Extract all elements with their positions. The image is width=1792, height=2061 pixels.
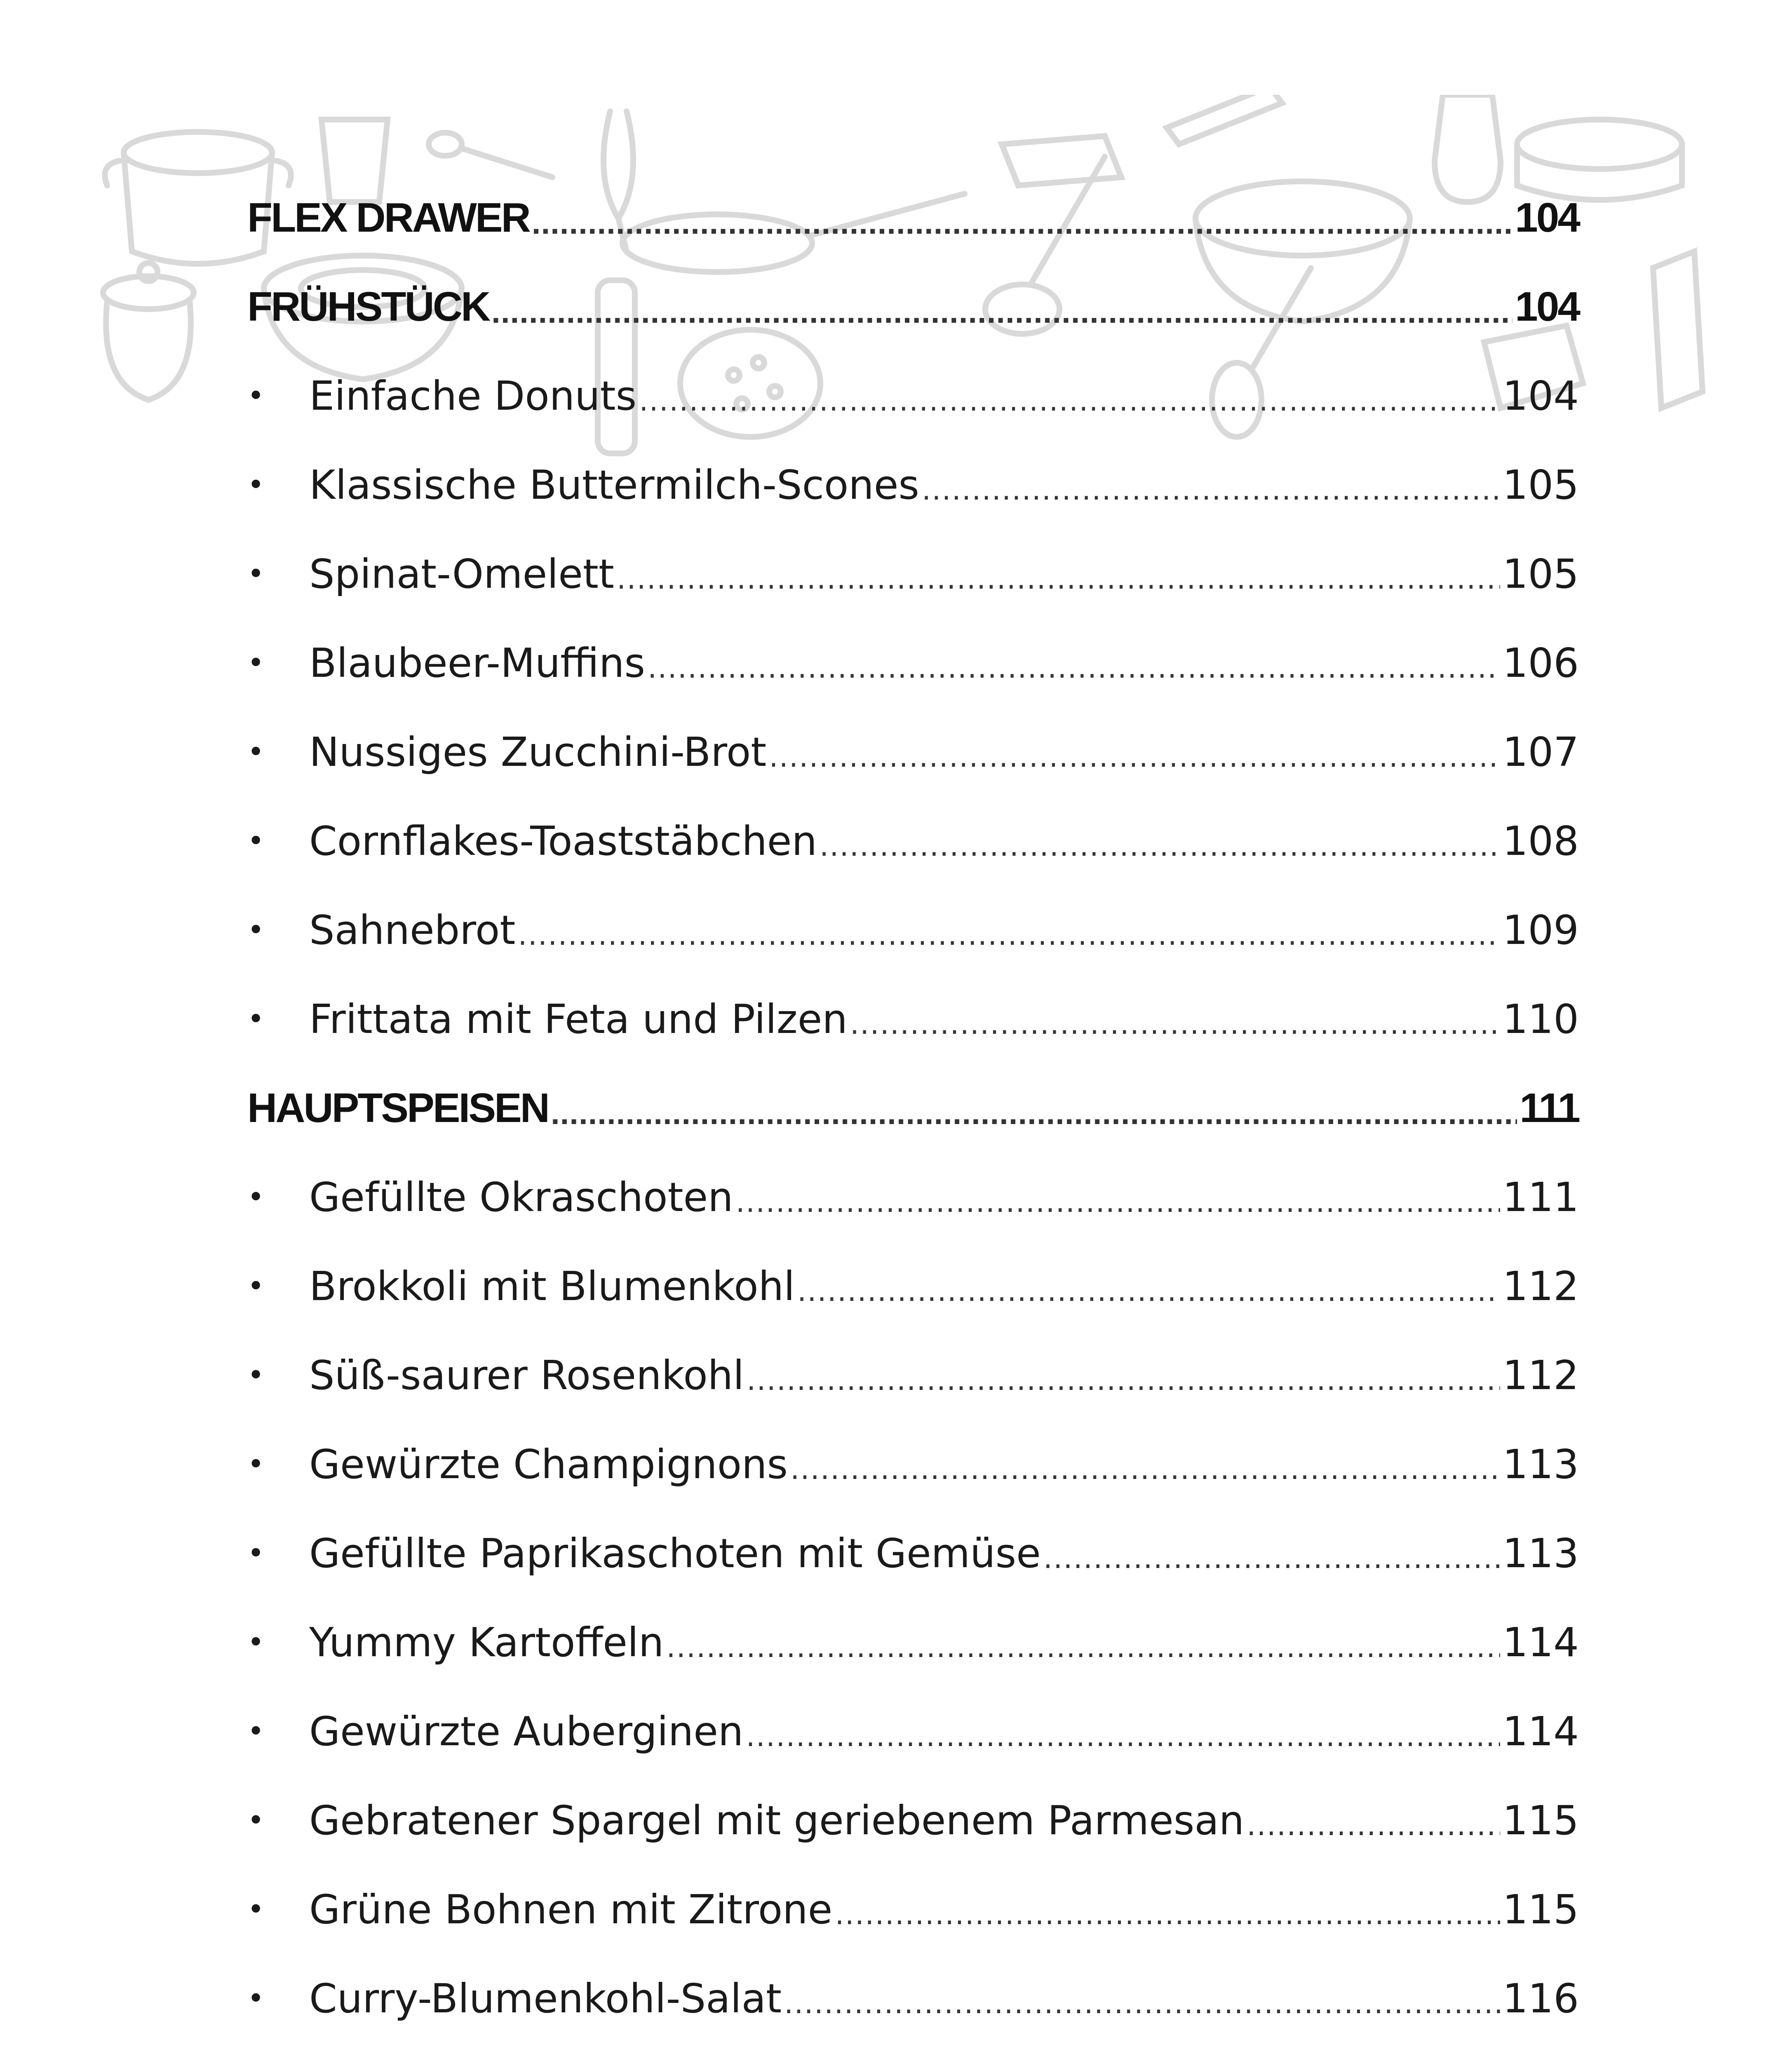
toc-page-number: 113 — [1502, 1441, 1579, 1488]
toc-entry[interactable] — [247, 1242, 1579, 1331]
toc-entry-title: Frittata mit Feta und Pilzen — [309, 995, 848, 1042]
dot-leader — [736, 1188, 1500, 1216]
toc-entry-title: Einfache Donuts — [309, 372, 637, 419]
toc-entry[interactable] — [247, 707, 1579, 796]
bullet-icon: • — [247, 468, 265, 502]
dot-leader — [648, 653, 1500, 682]
bullet-icon: • — [247, 379, 265, 413]
bullet-icon: • — [247, 1892, 265, 1926]
toc-page-number: 105 — [1502, 550, 1579, 597]
dot-leader — [518, 920, 1500, 949]
toc-entry[interactable] — [247, 1776, 1579, 1865]
toc-entry[interactable] — [247, 1865, 1579, 1954]
bullet-icon: • — [247, 1180, 265, 1214]
toc-entry-title: Gebratener Spargel mit geriebenem Parmesan — [309, 1797, 1245, 1844]
sugar-bowl-icon — [103, 263, 194, 400]
bullet-icon: • — [247, 1447, 265, 1481]
spoon-icon — [429, 133, 552, 177]
toc-entry[interactable] — [247, 529, 1579, 618]
dot-leader — [850, 1009, 1500, 1038]
toc-page-number: 113 — [1502, 1530, 1579, 1577]
toc-entry[interactable] — [247, 618, 1579, 707]
toc-page-number: 109 — [1502, 906, 1579, 953]
dot-leader — [922, 475, 1500, 504]
toc-page-number: 114 — [1502, 1619, 1579, 1666]
toc-entry-title: Süß-saurer Rosenkohl — [309, 1352, 745, 1399]
table-of-contents — [247, 173, 1579, 2061]
dot-leader — [666, 1633, 1500, 1662]
knife-icon — [1167, 95, 1282, 144]
toc-entry-title: Gewürzte Champignons — [309, 1441, 788, 1488]
dot-leader — [532, 207, 1513, 239]
toc-entry-title: Gewürzte Auberginen — [309, 1708, 744, 1755]
toc-entry[interactable] — [247, 1153, 1579, 1242]
toc-heading-title: HAUPTSPEISEN — [247, 1085, 548, 1131]
toc-entry-title: Curry-Blumenkohl-Salat — [309, 1975, 782, 2022]
toc-entry[interactable] — [247, 974, 1579, 1063]
toc-entry-title: Gefüllte Paprikaschoten mit Gemüse — [309, 1530, 1041, 1577]
toc-entry[interactable] — [247, 1598, 1579, 1687]
bullet-icon: • — [247, 1269, 265, 1303]
toc-entry-title: Nussiges Zucchini-Brot — [309, 728, 767, 775]
toc-page-number: 105 — [1502, 461, 1579, 508]
toc-page-number: 104 — [1515, 284, 1579, 330]
toc-entry[interactable] — [247, 351, 1579, 440]
toc-page-number: 110 — [1502, 995, 1579, 1042]
dot-leader — [746, 1722, 1500, 1751]
toc-page-number: 107 — [1502, 728, 1579, 775]
toc-entry[interactable] — [247, 796, 1579, 885]
dot-leader — [790, 1455, 1500, 1484]
dot-leader — [820, 831, 1500, 860]
toc-entry[interactable] — [247, 1954, 1579, 2043]
toc-entry[interactable] — [247, 440, 1579, 529]
bullet-icon: • — [247, 646, 265, 680]
bullet-icon: • — [247, 735, 265, 769]
dot-leader — [491, 296, 1513, 328]
bullet-icon: • — [247, 1358, 265, 1392]
toc-entry-title: Cornflakes-Toaststäbchen — [309, 817, 817, 864]
bullet-icon: • — [247, 913, 265, 947]
dot-leader — [769, 742, 1500, 771]
grater-icon — [1653, 251, 1703, 408]
toc-heading-flex-drawer[interactable] — [247, 173, 1579, 262]
dot-leader — [639, 386, 1500, 415]
toc-entry-title: Grüne Bohnen mit Zitrone — [309, 1886, 833, 1933]
dot-leader — [1247, 1811, 1500, 1840]
bullet-icon: • — [247, 1981, 265, 2015]
toc-entry[interactable] — [247, 1420, 1579, 1509]
dot-leader — [551, 1097, 1517, 1129]
toc-page-number: 116 — [1502, 1975, 1579, 2022]
toc-heading-fruehstueck[interactable] — [247, 262, 1579, 351]
toc-page-number: 114 — [1502, 1708, 1579, 1755]
dot-leader — [747, 1366, 1500, 1394]
toc-page-number: 112 — [1502, 1352, 1579, 1399]
toc-page-number: 115 — [1502, 1797, 1579, 1844]
toc-heading-title: FRÜHSTÜCK — [247, 284, 489, 330]
bullet-icon: • — [247, 557, 265, 591]
toc-page-number: 106 — [1502, 639, 1579, 686]
toc-page-number: 111 — [1520, 1085, 1579, 1131]
toc-heading-title: FLEX DRAWER — [247, 195, 529, 241]
toc-entry[interactable] — [247, 2043, 1579, 2061]
toc-page-number: 115 — [1502, 1886, 1579, 1933]
toc-entry-title: Gefüllte Okraschoten — [309, 1174, 733, 1221]
toc-entry-title: Brokkoli mit Blumenkohl — [309, 1263, 795, 1310]
dot-leader — [617, 564, 1500, 593]
toc-entry-title: Sahnebrot — [309, 906, 516, 953]
toc-entry-title: Yummy Kartoffeln — [309, 1619, 664, 1666]
dot-leader — [1043, 1544, 1500, 1573]
bullet-icon: • — [247, 1536, 265, 1570]
toc-heading-hauptspeisen[interactable] — [247, 1063, 1579, 1153]
bullet-icon: • — [247, 824, 265, 858]
toc-page-number: 104 — [1502, 372, 1579, 419]
dot-leader — [797, 1277, 1500, 1305]
toc-entry-title: Blaubeer-Muffins — [309, 639, 645, 686]
toc-entry[interactable] — [247, 1509, 1579, 1598]
toc-page-number: 112 — [1502, 1263, 1579, 1310]
toc-entry[interactable] — [247, 1331, 1579, 1420]
bullet-icon: • — [247, 1714, 265, 1748]
toc-page-number: 104 — [1515, 195, 1579, 241]
toc-page-number: 111 — [1502, 1174, 1579, 1221]
bullet-icon: • — [247, 1002, 265, 1036]
dot-leader — [784, 1989, 1500, 2018]
toc-entry[interactable] — [247, 1687, 1579, 1776]
bullet-icon: • — [247, 1803, 265, 1837]
dot-leader — [835, 1900, 1500, 1929]
toc-entry-title: Klassische Buttermilch-Scones — [309, 461, 919, 508]
toc-entry[interactable] — [247, 885, 1579, 974]
bullet-icon: • — [247, 1625, 265, 1659]
toc-page-number: 108 — [1502, 817, 1579, 864]
toc-entry-title: Spinat-Omelett — [309, 550, 614, 597]
